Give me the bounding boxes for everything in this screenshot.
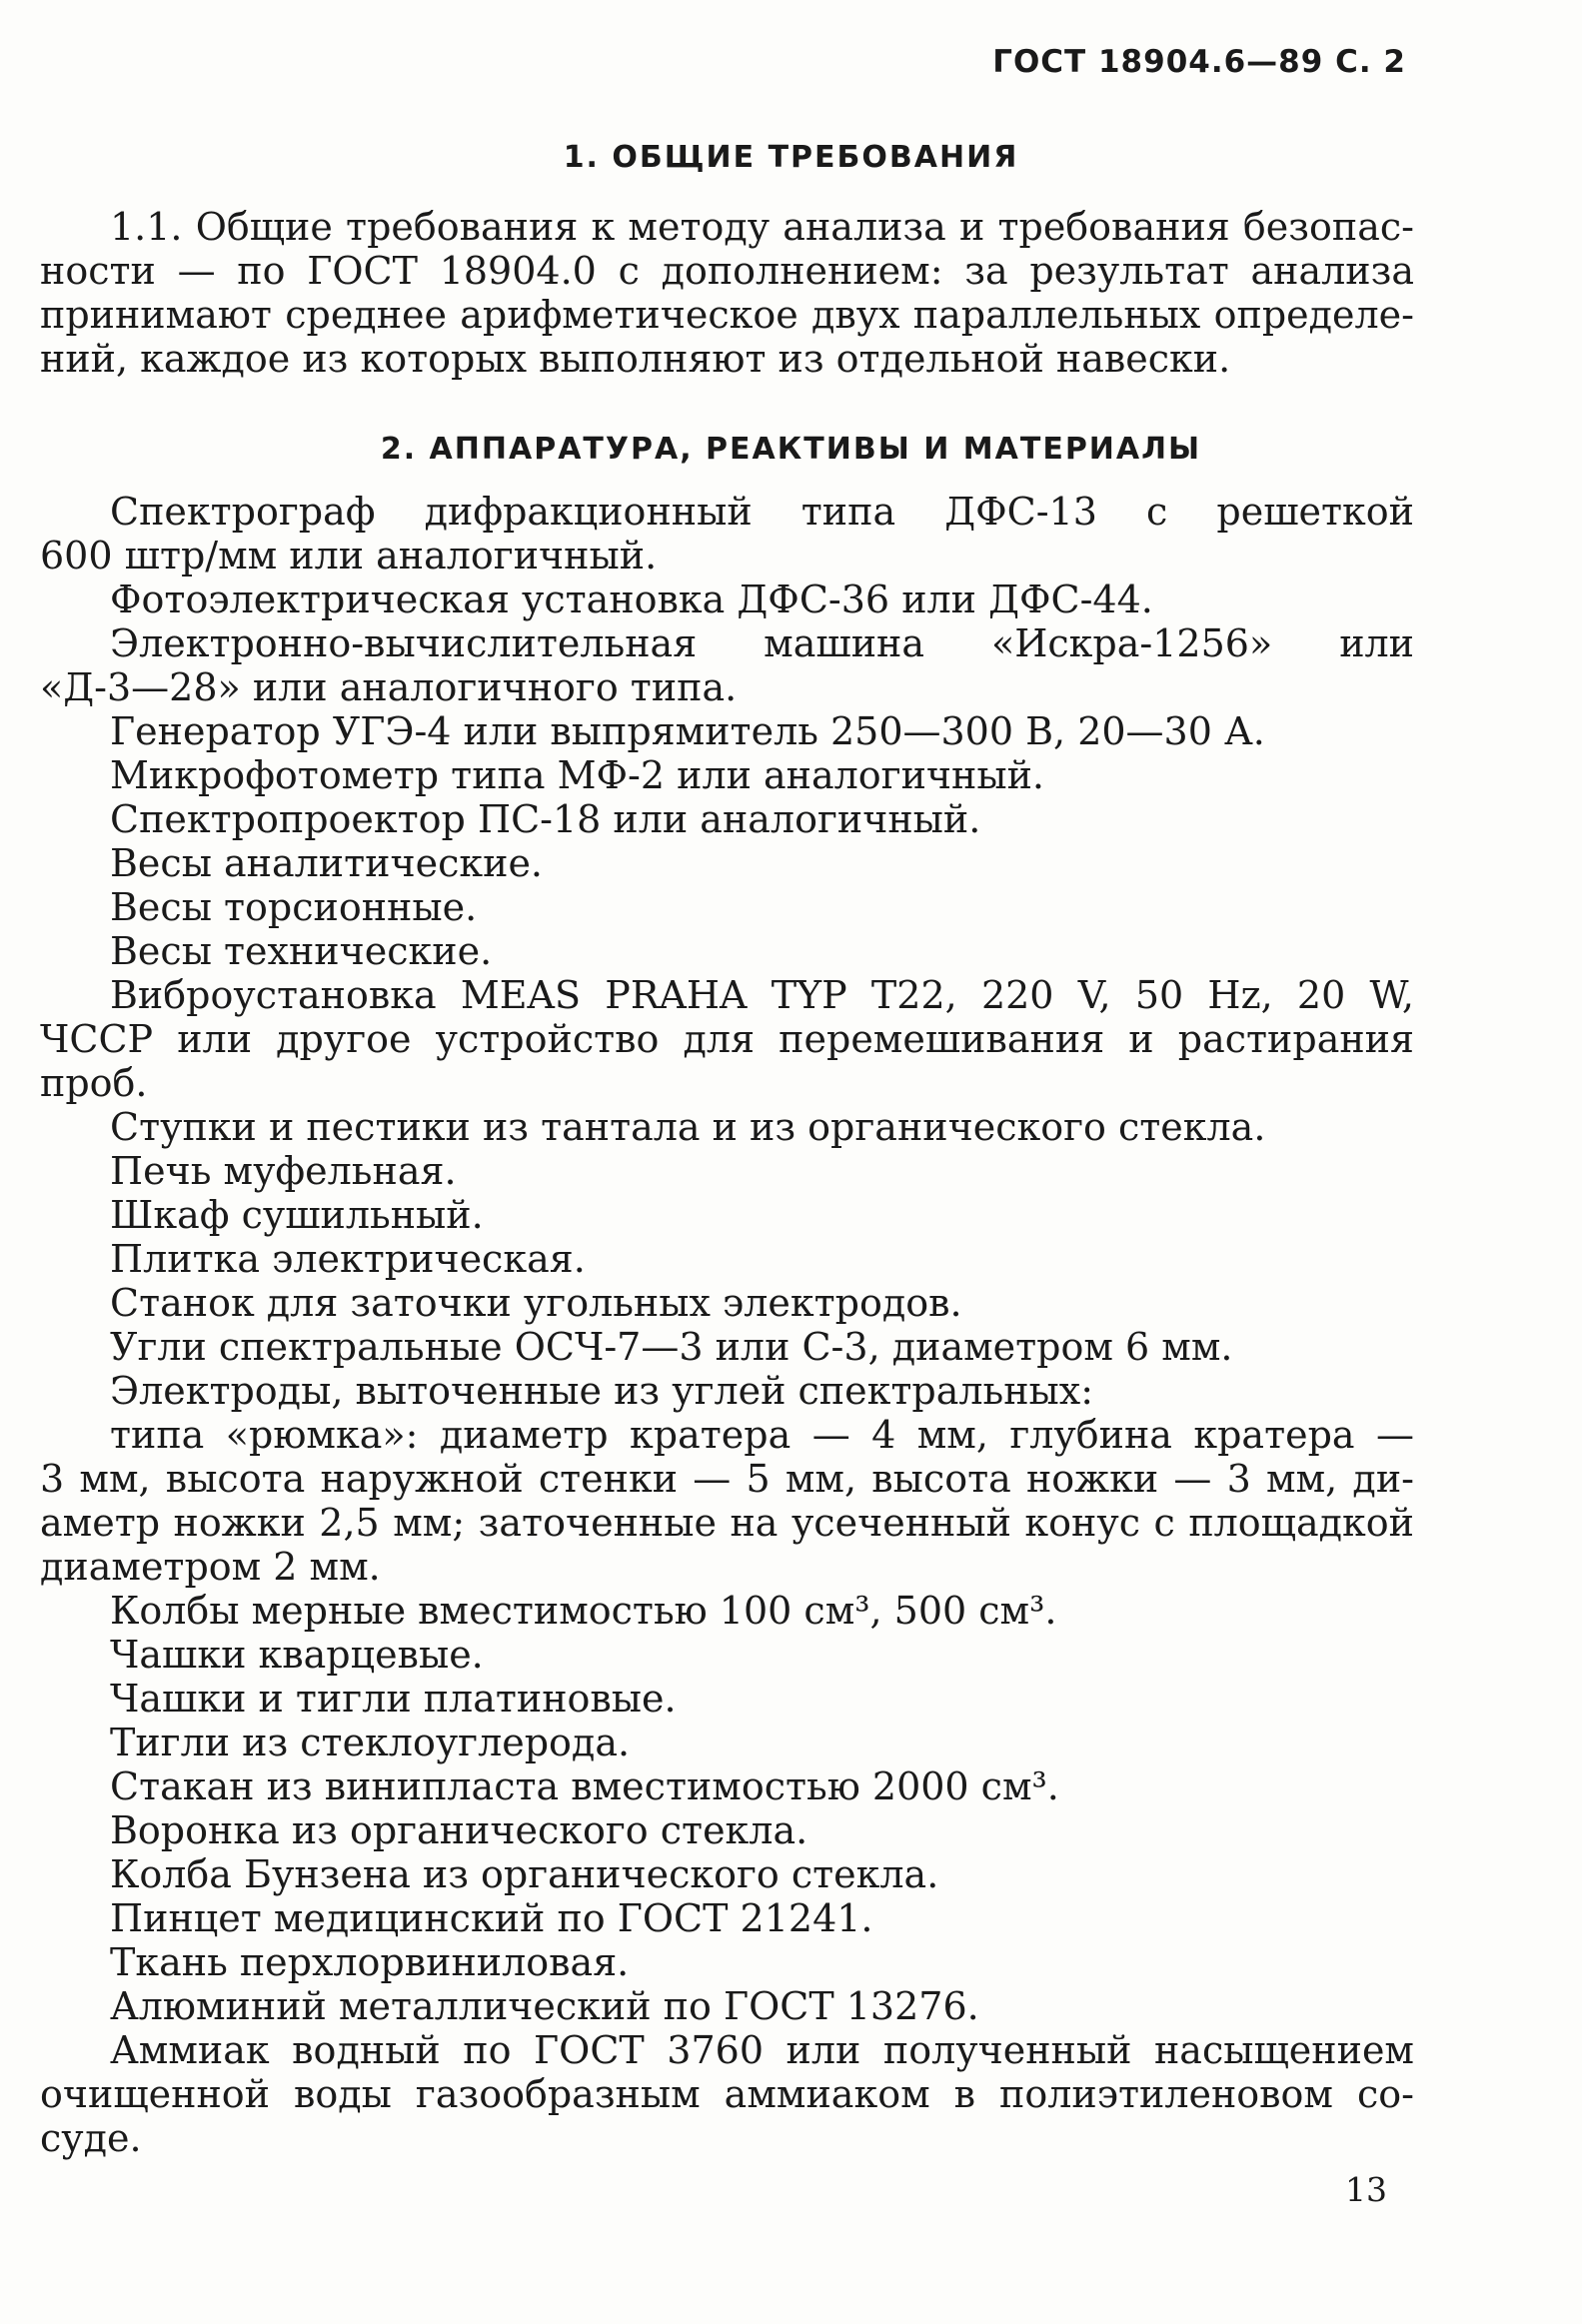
equipment-item: Угли спектральные ОСЧ-7—3 или С-3, диаметром 6 мм. bbox=[110, 1325, 1233, 1369]
page-number: 13 bbox=[1345, 2170, 1387, 2209]
equipment-item: Электронно-вычислительная машина «Искра-1256» или bbox=[110, 621, 1414, 665]
paragraph-line: 1.1. Общие требования к методу анализа и требования безопас- bbox=[110, 205, 1414, 249]
equipment-item: Весы торсионные. bbox=[110, 885, 478, 929]
equipment-item: Генератор УГЭ-4 или выпрямитель 250—300 В, 20—30 А. bbox=[110, 709, 1265, 753]
equipment-item: Печь муфельная. bbox=[110, 1149, 457, 1193]
equipment-item: Колба Бунзена из органического стекла. bbox=[110, 1852, 939, 1896]
equipment-item: Чашки и тигли платиновые. bbox=[110, 1677, 677, 1721]
equipment-item: Алюминий металлический по ГОСТ 13276. bbox=[110, 1984, 979, 2028]
equipment-item: Спектропроектор ПС-18 или аналогичный. bbox=[110, 797, 981, 841]
equipment-item: типа «рюмка»: диаметр кратера — 4 мм, глубина кратера — bbox=[110, 1413, 1414, 1457]
equipment-item: Тигли из стеклоуглерода. bbox=[110, 1721, 631, 1764]
equipment-item: Весы аналитические. bbox=[110, 841, 544, 885]
equipment-item: Воронка из органического стекла. bbox=[110, 1808, 808, 1852]
equipment-item: Аммиак водный по ГОСТ 3760 или полученный насыщением bbox=[110, 2028, 1414, 2072]
document-header: ГОСТ 18904.6—89 С. 2 bbox=[992, 44, 1406, 80]
equipment-item: Весы технические. bbox=[110, 929, 493, 973]
equipment-item: Плитка электрическая. bbox=[110, 1237, 586, 1281]
equipment-item-continuation: аметр ножки 2,5 мм; заточенные на усеченный конус с площадкой bbox=[40, 1501, 1414, 1545]
equipment-item: Электроды, выточенные из углей спектральных: bbox=[110, 1369, 1094, 1413]
equipment-list bbox=[40, 490, 1414, 2160]
equipment-item: Ткань перхлорвиниловая. bbox=[110, 1940, 630, 1984]
equipment-item: Виброустановка MEAS PRAHA TYP T22, 220 V, 50 Hz, 20 W, bbox=[110, 973, 1414, 1017]
equipment-item: Фотоэлектрическая установка ДФС-36 или ДФС-44. bbox=[110, 578, 1153, 621]
equipment-item: Стакан из винипласта вместимостью 2000 см³. bbox=[110, 1764, 1059, 1808]
equipment-item-continuation: ЧССР или другое устройство для перемешивания и растирания bbox=[40, 1017, 1414, 1061]
equipment-item: Станок для заточки угольных электродов. bbox=[110, 1281, 962, 1325]
equipment-item-continuation: очищенной воды газообразным аммиаком в полиэтиленовом со- bbox=[40, 2072, 1414, 2116]
equipment-item-continuation: 3 мм, высота наружной стенки — 5 мм, высота ножки — 3 мм, ди- bbox=[40, 1457, 1414, 1501]
equipment-item-continuation: диаметром 2 мм. bbox=[40, 1545, 381, 1589]
equipment-item: Спектрограф дифракционный типа ДФС-13 с решеткой bbox=[110, 490, 1414, 534]
paragraph-line: ности — по ГОСТ 18904.0 с дополнением: за результат анализа bbox=[40, 249, 1414, 293]
equipment-item: Пинцет медицинский по ГОСТ 21241. bbox=[110, 1896, 873, 1940]
paragraph-line: ний, каждое из которых выполняют из отдельной навески. bbox=[40, 337, 1231, 381]
equipment-item-continuation: «Д-3—28» или аналогичного типа. bbox=[40, 665, 738, 709]
equipment-item: Чашки кварцевые. bbox=[110, 1633, 484, 1677]
equipment-item: Микрофотометр типа МФ-2 или аналогичный. bbox=[110, 753, 1045, 797]
equipment-item: Шкаф сушильный. bbox=[110, 1193, 484, 1237]
section-1-paragraph bbox=[40, 205, 1414, 381]
paragraph-line: принимают среднее арифметическое двух параллельных определе- bbox=[40, 293, 1414, 337]
equipment-item-continuation: суде. bbox=[40, 2116, 142, 2160]
equipment-item-continuation: 600 штр/мм или аналогичный. bbox=[40, 534, 658, 578]
section-1-title: 1. ОБЩИЕ ТРЕБОВАНИЯ bbox=[563, 140, 1019, 175]
section-2-title: 2. АППАРАТУРА, РЕАКТИВЫ И МАТЕРИАЛЫ bbox=[380, 432, 1202, 467]
equipment-item: Колбы мерные вместимостью 100 см³, 500 см³. bbox=[110, 1589, 1057, 1633]
equipment-item-continuation: проб. bbox=[40, 1061, 148, 1105]
equipment-item: Ступки и пестики из тантала и из органического стекла. bbox=[110, 1105, 1266, 1149]
